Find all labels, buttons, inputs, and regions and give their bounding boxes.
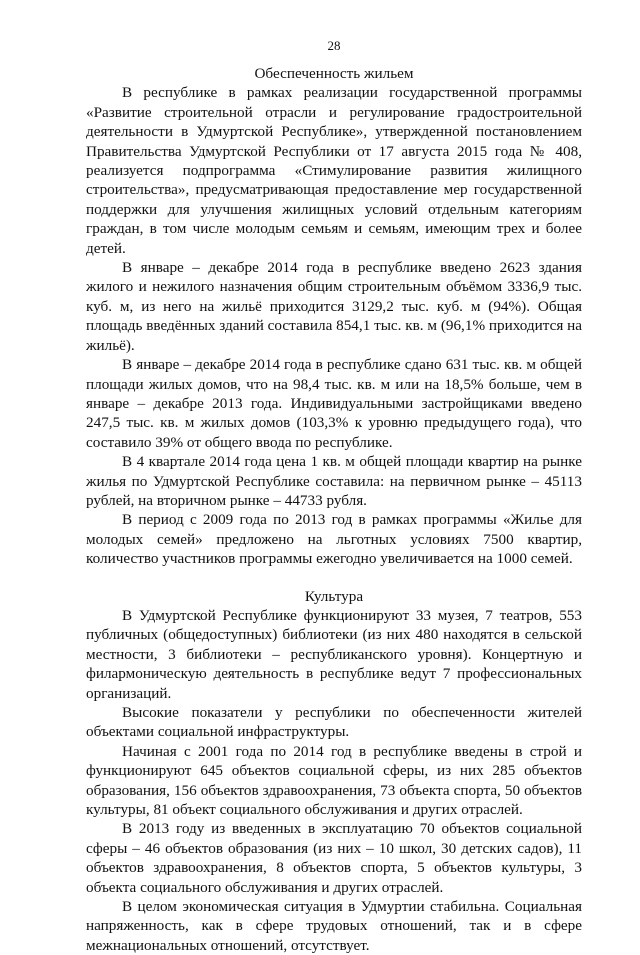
section-gap <box>86 569 582 587</box>
paragraph: Высокие показатели у республики по обеспеченности жителей объектами социальной инфраструктуры. <box>86 704 582 741</box>
paragraph: В 2013 году из введенных в эксплуатацию 70 объектов социальной сферы – 46 объектов образования (из них – 10 школ, 30 детских садов), 11 объектов здравоохранения, 8 объектов спорта, 5 объектов культуры, 3 объекта социального обслуживания и других отраслей. <box>86 820 582 896</box>
paragraph: В январе – декабре 2014 года в республике введено 2623 здания жилого и нежилого назначения общим строительным объёмом 3336,9 тыс. куб. м, из него на жильё приходится 3129,2 тыс. куб. м (94%). Общая площадь введённых зданий составила 854,1 тыс. кв. м (96,1% приходится на жильё). <box>86 259 582 354</box>
paragraph: В период с 2009 года по 2013 год в рамках программы «Жилье для молодых семей» предложено на льготных условиях 7500 квартир, количество участников программы ежегодно увеличивается на 1000 семей. <box>86 511 582 568</box>
section-heading-housing: Обеспеченность жильем <box>254 65 414 82</box>
paragraph: В 4 квартале 2014 года цена 1 кв. м общей площади квартир на рынке жилья по Удмуртской Республике составила: на первичном рынке – 45113 рублей, на вторичном рынке – 44733 рубля. <box>86 453 582 509</box>
paragraph: В Удмуртской Республике функционируют 33 музея, 7 театров, 553 публичных (общедоступных) библиотеки (из них 480 находятся в сельской местности, 3 библиотеки – республиканского уровня). Концертную и филармоническую деятельность в республике ведут 7 профессиональных организаций. <box>86 606 582 702</box>
paragraph: В целом экономическая ситуация в Удмуртии стабильна. Социальная напряженность, как в сфере трудовых отношений, так и в сфере межнациональных отношений, отсутствует. <box>86 898 582 954</box>
paragraph: В январе – декабре 2014 года в республике сдано 631 тыс. кв. м общей площади жилых домов, что на 98,4 тыс. кв. м или на 18,5% больше, чем в январе – декабре 2013 года. Индивидуальными застройщиками введено 247,5 тыс. кв. м жилых домов (103,3% к уровню предыдущего года), что составило 39% от общего ввода по республике. <box>86 356 582 451</box>
section-heading-culture: Культура <box>304 587 364 605</box>
paragraph: В республике в рамках реализации государственной программы «Развитие строительной отрасли и регулирование градостроительной деятельности в Удмуртской Республике», утвержденной постановлением Правительства Удмуртской Республики от 17 августа 2015 года № 408, реализуется подпрограмма «Стимулирование развития жилищного строительства», предусматривающая предоставление мер государственной поддержки для улучшения жилищных условий отдельным категориям граждан, в том числе молодым семьям и семьям, имеющим трех и более детей. <box>86 84 582 257</box>
paragraph: Начиная с 2001 года по 2014 год в республике введены в строй и функционируют 645 объектов социальной сферы, из них 285 объектов образования, 156 объектов здравоохранения, 73 объекта спорта, 50 объектов культуры, 81 объект социального обслуживания и других отраслей. <box>86 742 582 819</box>
page-number: 28 <box>327 38 341 53</box>
